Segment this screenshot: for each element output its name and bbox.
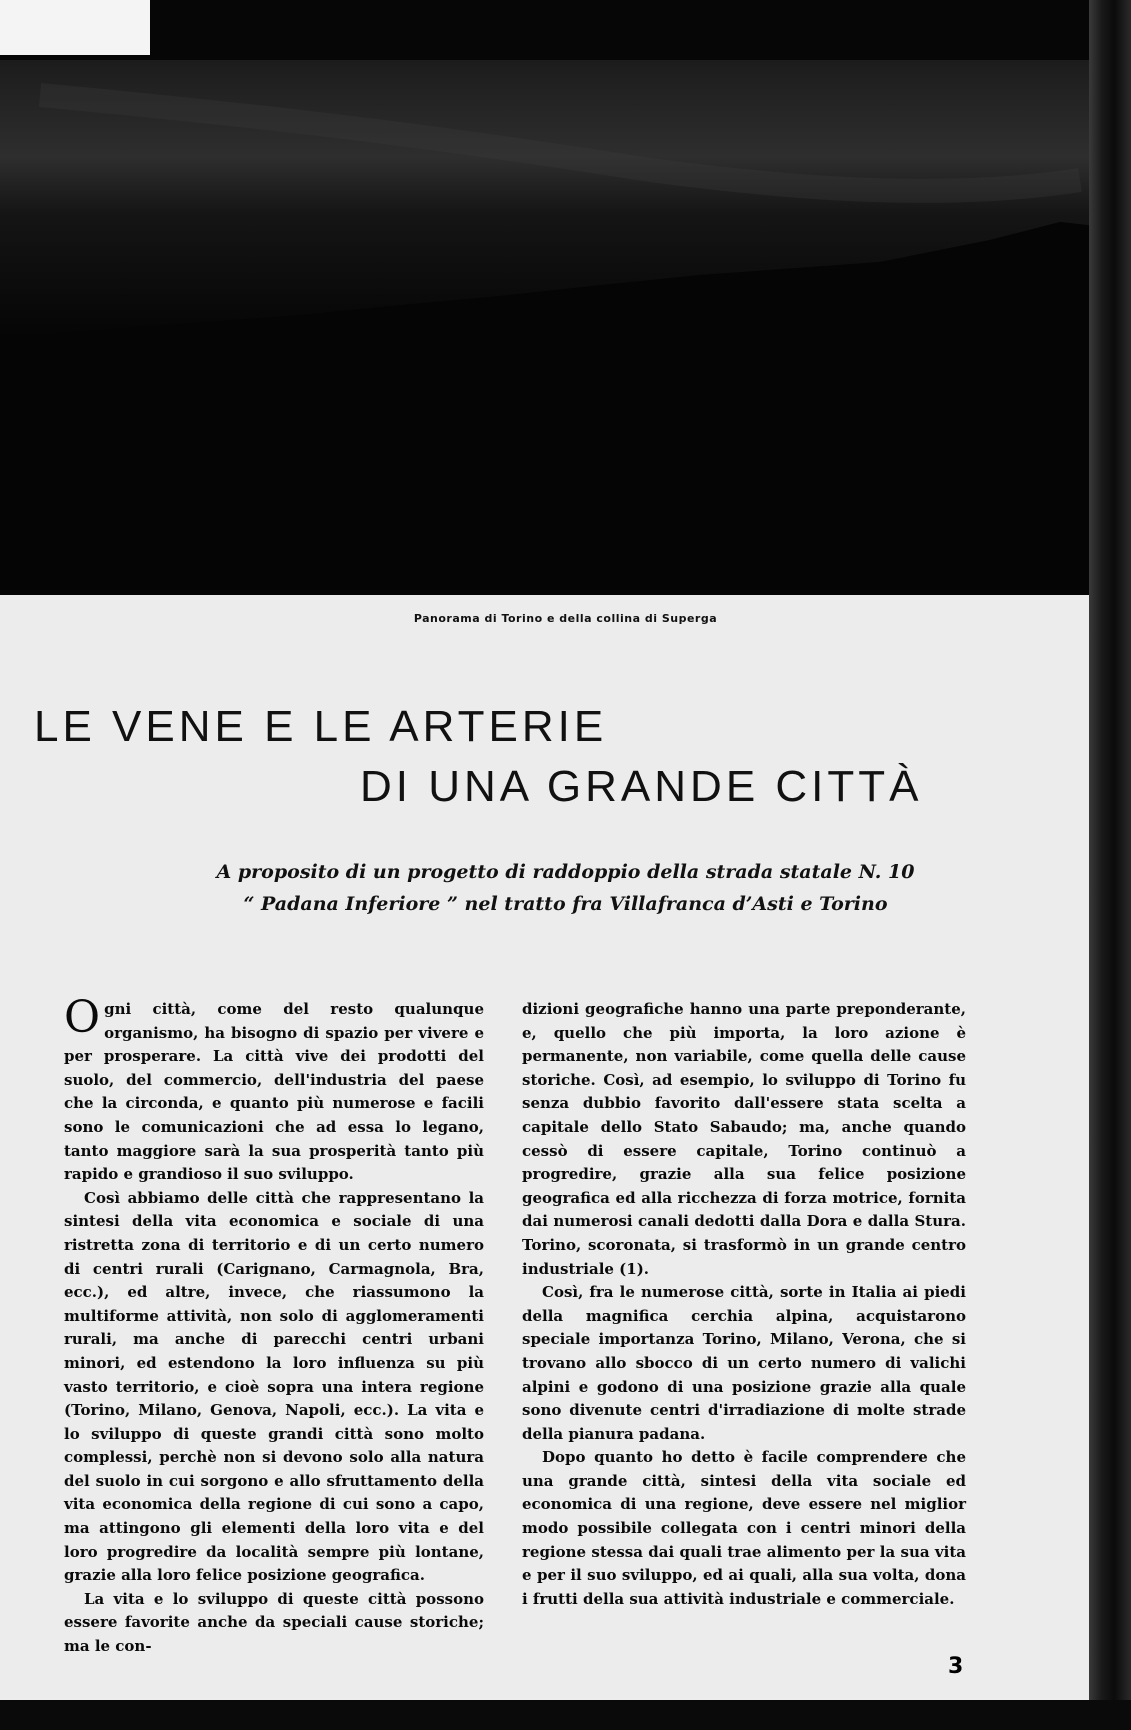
article-subtitle-line-2: “ Padana Inferiore ” nel tratto fra Villafranca d’Asti e Torino xyxy=(243,893,888,915)
paragraph: Dopo quanto ho detto è facile comprendere che una grande città, sintesi della vita sociale ed economica di una regione, deve essere nel miglior modo possibile collegata con i centri minori della regione stessa dai quali trae alimento per la sua vita e per il suo sviluppo, ed ai quali, alla sua volta, dona i frutti della sua attività industriale e commerciale. xyxy=(522,1448,966,1608)
page-number: 3 xyxy=(948,1654,964,1679)
article-subtitle-line-1: A proposito di un progetto di raddoppio della strada statale N. 10 xyxy=(216,861,915,883)
paragraph: dizioni geografiche hanno una parte preponderante, e, quello che più importa, la loro azione è permanente, non variabile, come quella delle cause storiche. Così, ad esempio, lo sviluppo di Torino fu senza dubbio favorito dall'essere stata scelta a capitale dello Stato Sabaudo; ma, anche quando cessò di essere capitale, Torino continuò a progredire, grazie alla sua felice posizione geografica ed alla ricchezza di forza motrice, fornita dai numerosi canali dedotti dalla Dora e dalla Stura. Torino, scoronata, si trasformò in un grande centro industriale (1). xyxy=(522,1000,966,1278)
left-column xyxy=(64,992,484,1659)
paragraph: La vita e lo sviluppo di queste città possono essere favorite anche da speciali cause storiche; ma le con- xyxy=(64,1589,484,1656)
right-column xyxy=(522,998,966,1611)
photo-caption: Panorama di Torino e della collina di Superga xyxy=(413,612,718,625)
article-title-line-1: LE VENE E LE ARTERIE xyxy=(34,702,608,751)
scan-bottom-edge xyxy=(0,1700,1131,1730)
panorama-photo xyxy=(0,0,1131,595)
scan-right-edge xyxy=(1089,0,1131,1730)
article-title-line-2: DI UNA GRANDE CITTÀ xyxy=(360,762,923,811)
paragraph: Ogni città, come del resto qualunque organismo, ha bisogno di spazio per vivere e per prosperare. La città vive dei prodotti del suolo, del commercio, dell'industria del paese che la circonda, e quanto più numerose e facili sono le comunicazioni che ad essa lo legano, tanto maggiore sarà la sua prosperità tanto più rapido e grandioso il suo sviluppo. xyxy=(64,992,484,1184)
paragraph: Così abbiamo delle città che rappresentano la sintesi della vita economica e sociale di una ristretta zona di territorio e di un certo numero di centri rurali (Carignano, Carmagnola, Bra, ecc.), ed altre, invece, che riassumono la multiforme attività, non solo di agglomeramenti rurali, ma anche di parecchi centri urbani minori, ed estendono la loro influenza su più vasto territorio, e cioè sopra una intera regione (Torino, Milano, Genova, Napoli, ecc.). La vita e lo sviluppo di queste grandi città sono molto complessi, perchè non si devono solo alla natura del suolo in cui sorgono e allo sfruttamento della vita economica della regione di cui sono a capo, ma attingono gli elementi della loro vita e del loro progredire da località sempre più lontane, grazie alla loro felice posizione geografica. xyxy=(64,1188,484,1585)
scan-corner xyxy=(0,0,150,55)
hill-silhouette xyxy=(0,0,1131,595)
drop-cap: O xyxy=(64,992,101,1043)
paragraph: Così, fra le numerose città, sorte in Italia ai piedi della magnifica cerchia alpina, acquistarono speciale importanza Torino, Milano, Verona, che si trovano allo sbocco di un certo numero di valichi alpini e godono di una posizione grazie alla quale sono divenute centri d'irradiazione di molte strade della pianura padana. xyxy=(522,1283,966,1443)
